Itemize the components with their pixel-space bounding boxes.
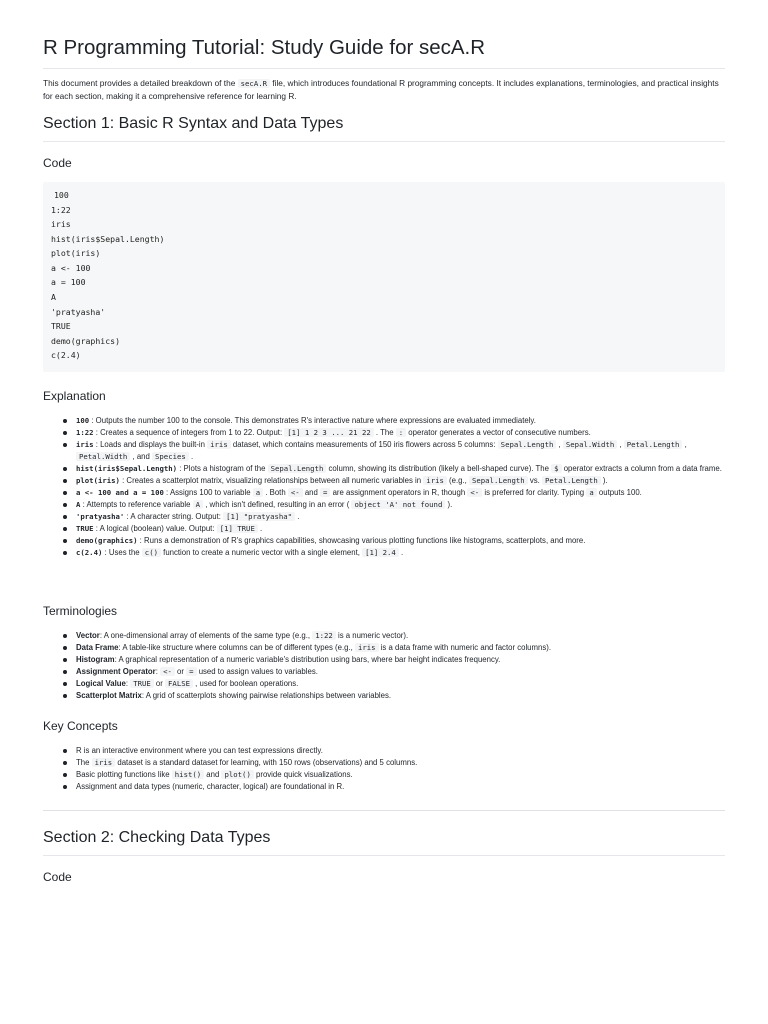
key-concepts-list [43, 745, 725, 793]
text: : A character string. Output: [124, 512, 224, 521]
code-line: iris [51, 219, 71, 229]
inline-code: Petal.Length [624, 440, 683, 449]
inline-code: <- [467, 488, 482, 497]
explanation-item [43, 439, 725, 463]
text: operator extracts a column from a data frame. [561, 464, 722, 473]
text: : A logical (boolean) value. Output: [93, 524, 217, 533]
text: , which isn't defined, resulting in an error ( [203, 500, 352, 509]
key-concepts-heading: Key Concepts [43, 719, 118, 733]
term-name: Scatterplot Matrix [76, 691, 142, 700]
terminology-item [43, 666, 725, 678]
explanation-item [43, 499, 725, 511]
intro-text-start: This document provides a detailed breakdown of the [43, 78, 238, 88]
inline-code: hist() [172, 770, 204, 779]
text: function to create a numeric vector with a single element, [160, 548, 363, 557]
inline-code: object 'A' not found [351, 500, 445, 509]
explanation-item [43, 511, 725, 523]
code-line: hist(iris$Sepal.Length) [51, 234, 165, 244]
inline-code: plot() [221, 770, 253, 779]
explanation-item [43, 415, 725, 427]
text: . Both [263, 488, 288, 497]
key-concept-item [43, 745, 725, 757]
explanation-item [43, 475, 725, 487]
text: : Assigns 100 to variable [163, 488, 253, 497]
text: dataset is a standard dataset for learning, with 150 rows (observations) and 5 columns. [115, 758, 418, 767]
code-line: 100 [54, 190, 69, 200]
explanation-item [43, 463, 725, 475]
inline-code: Petal.Length [542, 476, 601, 485]
code-line: plot(iris) [51, 248, 101, 258]
terminologies-heading: Terminologies [43, 604, 118, 618]
code-term: c(2.4) [76, 548, 103, 557]
code-term: hist(iris$Sepal.Length) [76, 464, 178, 473]
inline-code: $ [551, 464, 561, 473]
text: : Runs a demonstration of R's graphics capabilities, showcasing various plotting functions like histograms, scatterplots, and more. [137, 536, 586, 545]
code-term: a <- 100 and a = 100 [76, 488, 164, 497]
text: . [398, 548, 404, 557]
explanation-heading: Explanation [43, 389, 106, 403]
text: . [295, 512, 300, 521]
inline-code: A [193, 500, 203, 509]
text: ). [600, 476, 608, 485]
code-term: A [76, 500, 81, 509]
text: , [682, 440, 687, 449]
inline-code: Sepal.Length [498, 440, 557, 449]
inline-code: [1] 1 2 3 ... 21 22 [284, 428, 373, 437]
text: is a data frame with numeric and factor columns). [378, 643, 551, 652]
key-concept-item [43, 769, 725, 781]
text: : Plots a histogram of the [177, 464, 268, 473]
section-1-code-heading: Code [43, 156, 72, 170]
inline-code: iris [207, 440, 231, 449]
text: : Creates a sequence of integers from 1 to 22. Output: [93, 428, 285, 437]
inline-code: Sepal.Length [469, 476, 528, 485]
text: : Outputs the number 100 to the console. This demonstrates R's interactive nature where expressions are evaluated immediately. [89, 416, 536, 425]
inline-code: Species [152, 452, 189, 461]
inline-code: TRUE [130, 679, 154, 688]
text: . [257, 524, 263, 533]
terminology-item [43, 678, 725, 690]
text: : A one-dimensional array of elements of the same type (e.g., [99, 631, 313, 640]
section-divider [43, 810, 725, 811]
term-name: Histogram [76, 655, 115, 664]
text: or [153, 679, 166, 688]
inline-code: Sepal.Length [268, 464, 327, 473]
inline-code: <- [288, 488, 303, 497]
intro-text-end: file, which introduces foundational R programming concepts. It includes explanations, terminologies, and practical insights for each section, making it a comprehensive reference for learning R. [43, 78, 719, 101]
code-line: 'pratyasha' [51, 307, 106, 317]
terminology-item [43, 690, 725, 702]
text: column, showing its distribution (likely a bell-shaped curve). The [326, 464, 552, 473]
text: operator generates a vector of consecutive numbers. [406, 428, 591, 437]
text: is preferred for clarity. Typing [482, 488, 587, 497]
text: . [188, 452, 194, 461]
inline-code: c() [142, 548, 161, 557]
code-term: 'pratyasha' [76, 512, 125, 521]
text: outputs 100. [596, 488, 642, 497]
text: : A grid of scatterplots showing pairwise relationships between variables. [141, 691, 392, 700]
code-line: TRUE [51, 321, 71, 331]
text: ). [445, 500, 453, 509]
terminologies-list [43, 630, 725, 702]
text: Basic plotting functions like [76, 770, 172, 779]
text: and [302, 488, 320, 497]
code-term: demo(graphics) [76, 536, 138, 545]
inline-code: iris [355, 643, 379, 652]
text: Assignment and data types (numeric, character, logical) are foundational in R. [76, 782, 345, 791]
inline-code: = [186, 667, 196, 676]
inline-code: a [586, 488, 596, 497]
terminology-item [43, 642, 725, 654]
text: R is an interactive environment where you can test expressions directly. [76, 746, 323, 755]
text: , [617, 440, 624, 449]
explanation-item [43, 427, 725, 439]
text: dataset, which contains measurements of 150 iris flowers across 5 columns: [230, 440, 498, 449]
intro-paragraph [43, 77, 725, 103]
code-term: plot(iris) [76, 476, 120, 485]
text: are assignment operators in R, though [330, 488, 468, 497]
inline-code: iris [92, 758, 116, 767]
section-2-heading: Section 2: Checking Data Types [43, 828, 725, 856]
inline-code: Petal.Width [76, 452, 130, 461]
explanation-item [43, 487, 725, 499]
text: : Loads and displays the built-in [93, 440, 208, 449]
text: , used for boolean operations. [193, 679, 299, 688]
inline-code: Sepal.Width [563, 440, 617, 449]
section-1-heading: Section 1: Basic R Syntax and Data Types [43, 114, 725, 142]
text: The [76, 758, 92, 767]
code-line: a = 100 [51, 277, 86, 287]
explanation-list [43, 415, 725, 559]
text: used to assign values to variables. [196, 667, 318, 676]
code-line: c(2.4) [51, 350, 81, 360]
text: : [125, 679, 131, 688]
text: and [204, 770, 222, 779]
page-title: R Programming Tutorial: Study Guide for secA.R [43, 36, 725, 69]
term-name: Assignment Operator [76, 667, 156, 676]
text: : A graphical representation of a numeric variable's distribution using bars, where bar height indicates frequency. [114, 655, 501, 664]
terminology-item [43, 654, 725, 666]
text: . The [373, 428, 396, 437]
explanation-item [43, 523, 725, 535]
text: : Attempts to reference variable [80, 500, 193, 509]
term-name: Vector [76, 631, 100, 640]
key-concept-item [43, 781, 725, 793]
term-name: Logical Value [76, 679, 126, 688]
inline-code: [1] "pratyasha" [223, 512, 295, 521]
text: , and [130, 452, 153, 461]
code-line: demo(graphics) [51, 336, 121, 346]
code-term: 100 [76, 416, 90, 425]
explanation-item [43, 535, 725, 547]
inline-code: [1] TRUE [217, 524, 258, 533]
code-line: 1:22 [51, 205, 71, 215]
text: is a numeric vector). [335, 631, 409, 640]
text: (e.g., [446, 476, 469, 485]
explanation-item [43, 547, 725, 559]
text: : [155, 667, 161, 676]
inline-code: FALSE [165, 679, 193, 688]
key-concept-item [43, 757, 725, 769]
intro-filename-code: secA.R [238, 79, 270, 88]
inline-code: 1:22 [312, 631, 336, 640]
term-name: Data Frame [76, 643, 119, 652]
section-2-code-heading: Code [43, 870, 72, 884]
inline-code: <- [160, 667, 175, 676]
code-line: a <- 100 [51, 263, 91, 273]
section-1-code-block [43, 182, 725, 372]
code-term: 1:22 [76, 428, 94, 437]
inline-code: = [320, 488, 330, 497]
text: vs. [527, 476, 542, 485]
inline-code: iris [423, 476, 447, 485]
inline-code: [1] 2.4 [362, 548, 399, 557]
text: or [174, 667, 187, 676]
text: provide quick visualizations. [253, 770, 353, 779]
inline-code: : [396, 428, 406, 437]
code-term: iris [76, 440, 94, 449]
text: , [556, 440, 563, 449]
inline-code: a [253, 488, 263, 497]
text: : A table-like structure where columns can be of different types (e.g., [118, 643, 355, 652]
terminology-item [43, 630, 725, 642]
text: : Creates a scatterplot matrix, visualizing relationships between all numeric variables in [119, 476, 424, 485]
code-line: A [51, 292, 56, 302]
text: : Uses the [102, 548, 142, 557]
code-term: TRUE [76, 524, 94, 533]
